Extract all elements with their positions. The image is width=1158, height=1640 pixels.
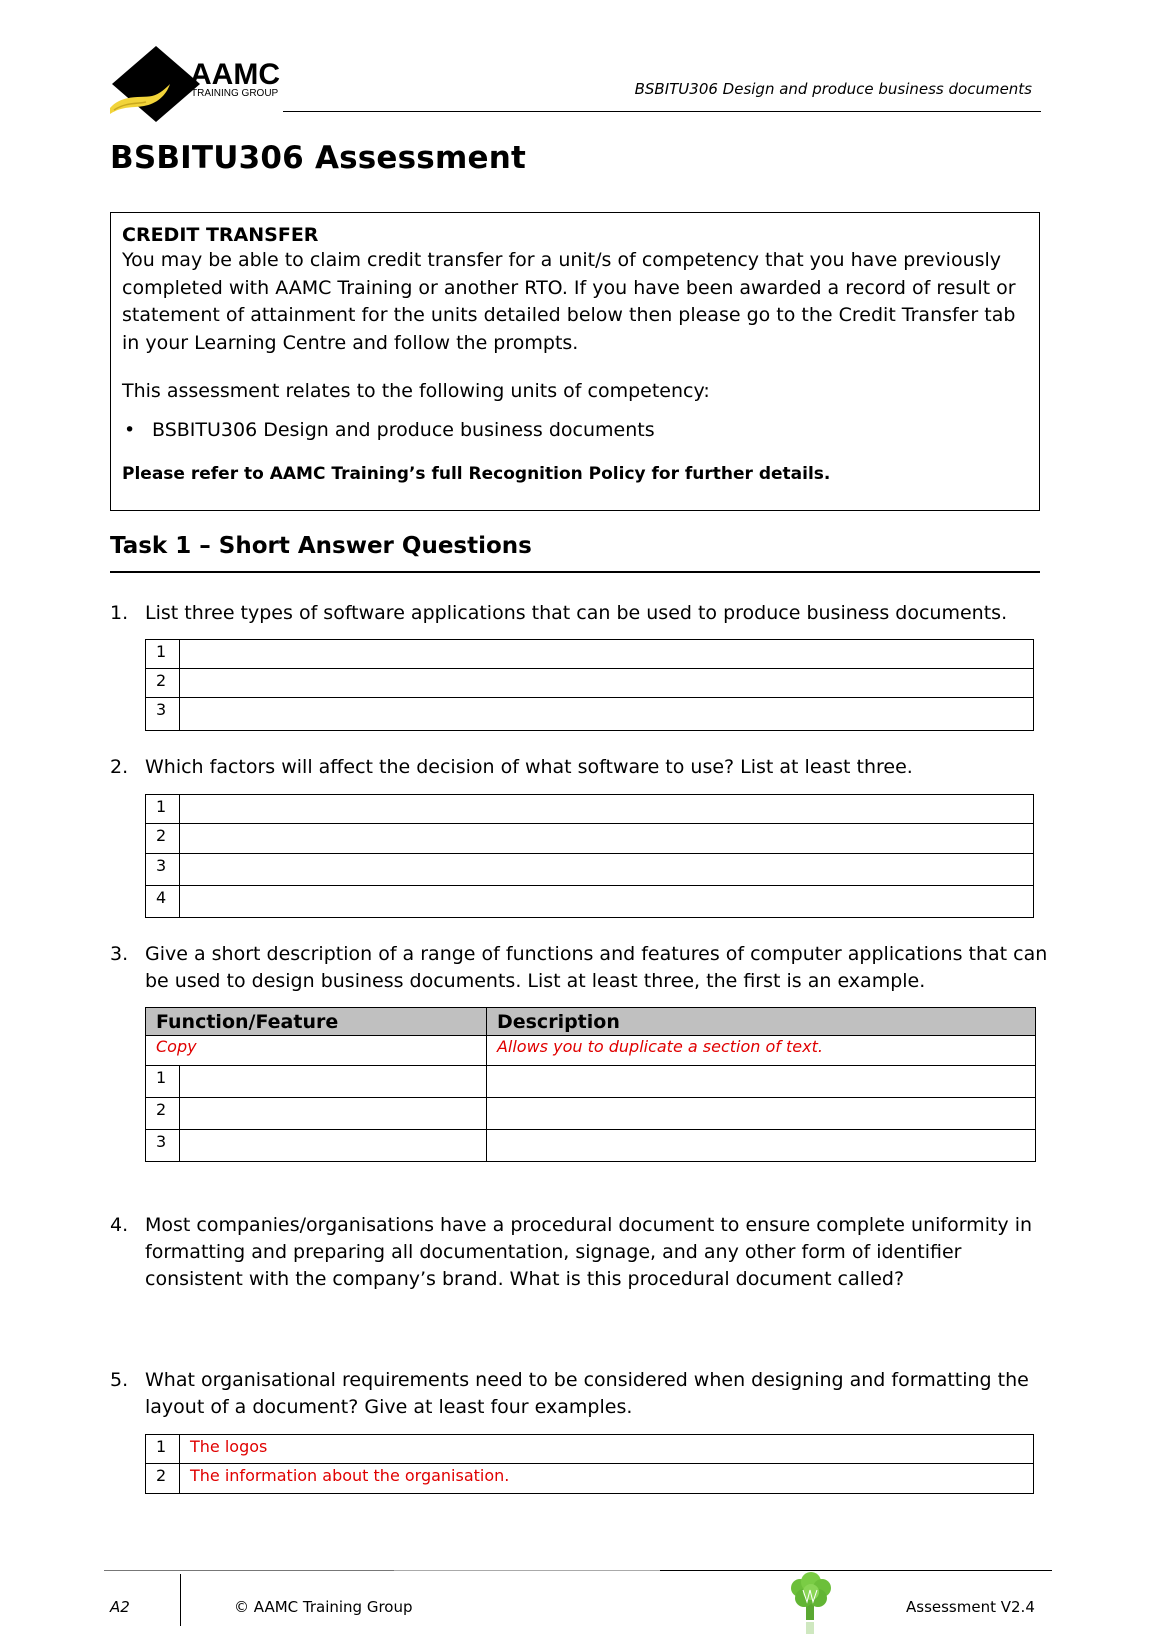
table-row (146, 886, 1034, 918)
table-header-row (146, 1008, 1036, 1036)
row-number: 1 (146, 640, 180, 669)
header-divider (283, 111, 1041, 112)
example-row (146, 1036, 1036, 1066)
table-row (146, 1066, 1036, 1098)
question-5 (110, 1367, 1050, 1421)
answer-cell[interactable] (180, 640, 1034, 669)
row-number: 3 (146, 698, 180, 731)
credit-transfer-box (110, 212, 1040, 511)
description-cell[interactable] (486, 1066, 1035, 1098)
description-cell[interactable] (486, 1130, 1035, 1162)
bullet-icon: • (124, 419, 136, 441)
credit-transfer-body: You may be able to claim credit transfer for a unit/s of competency that you have previously completed with AAMC Training or another RTO. If you have been awarded a record of result or statement of attainment for the units detailed below then please go to the Credit Transfer tab in your Learning Centre and follow the prompts. (122, 249, 1016, 354)
logo-wordmark: AAMC (190, 58, 280, 91)
function-feature-table (145, 1007, 1036, 1162)
logo-subtitle: TRAINING GROUP (191, 88, 279, 99)
row-number: 2 (146, 669, 180, 698)
row-number: 4 (146, 886, 180, 918)
row-number: 1 (146, 1435, 180, 1464)
table-row (146, 1464, 1034, 1494)
answer-cell[interactable]: The information about the organisation. (180, 1464, 1034, 1494)
table-row (146, 824, 1034, 854)
answer-table-q2 (145, 794, 1034, 918)
question-4 (110, 1212, 1050, 1293)
answer-cell[interactable] (180, 886, 1034, 918)
question-number: 1. (110, 602, 129, 624)
question-text: Which factors will affect the decision of what software to use? List at least three. (145, 756, 913, 778)
question-number: 5. (110, 1369, 129, 1391)
document-version: Assessment V2.4 (906, 1598, 1035, 1616)
question-1 (110, 600, 1050, 627)
page-title: BSBITU306 Assessment (110, 140, 526, 176)
table-row (146, 854, 1034, 886)
row-number: 2 (146, 1464, 180, 1494)
question-text: What organisational requirements need to be considered when designing and formatting the layout of a document? Give at least four examples. (145, 1369, 1029, 1418)
row-number: 2 (146, 1098, 180, 1130)
row-number: 1 (146, 1066, 180, 1098)
table-row (146, 1435, 1034, 1464)
answer-cell[interactable]: The logos (180, 1435, 1034, 1464)
page-number: A2 (110, 1598, 130, 1616)
table-row (146, 1098, 1036, 1130)
units-intro: This assessment relates to the following units of competency: (122, 380, 710, 402)
footer-divider (660, 1570, 1052, 1571)
answer-cell[interactable] (180, 824, 1034, 854)
table-row (146, 1130, 1036, 1162)
column-header-function-feature: Function/Feature (146, 1008, 487, 1036)
aamc-logo (108, 44, 298, 124)
answer-table-q5 (145, 1434, 1034, 1494)
recognition-policy-note: Please refer to AAMC Training’s full Recognition Policy for further details. (122, 464, 831, 484)
table-row (146, 640, 1034, 669)
example-description: Allows you to duplicate a section of text. (486, 1036, 1035, 1066)
unit-list-item (122, 417, 1028, 444)
footer-vertical-divider (180, 1574, 181, 1626)
task-title: Task 1 – Short Answer Questions (110, 533, 532, 559)
question-number: 3. (110, 943, 129, 965)
row-number: 2 (146, 824, 180, 854)
answer-cell[interactable] (180, 698, 1034, 731)
footer-divider (394, 1570, 660, 1571)
answer-cell[interactable] (180, 795, 1034, 824)
credit-transfer-heading: CREDIT TRANSFER (122, 224, 319, 246)
row-number: 3 (146, 1130, 180, 1162)
question-text: Give a short description of a range of functions and features of computer applications that can be used to design business documents. List at least three, the first is an example. (145, 943, 1048, 992)
task-divider (110, 571, 1040, 573)
question-2 (110, 754, 1050, 781)
unit-name: BSBITU306 Design and produce business documents (152, 419, 655, 441)
description-cell[interactable] (486, 1098, 1035, 1130)
question-text: List three types of software applications that can be used to produce business documents. (145, 602, 1008, 624)
question-3 (110, 941, 1050, 995)
table-row (146, 669, 1034, 698)
footer-divider (104, 1570, 394, 1571)
copyright: © AAMC Training Group (234, 1598, 413, 1616)
answer-cell[interactable] (180, 669, 1034, 698)
example-feature: Copy (146, 1036, 487, 1066)
table-row (146, 795, 1034, 824)
row-number: 3 (146, 854, 180, 886)
aamc-logo-icon (108, 44, 298, 124)
feature-cell[interactable] (180, 1066, 487, 1098)
tree-logo-icon (786, 1572, 836, 1636)
question-text: Most companies/organisations have a procedural document to ensure complete uniformity in formatting and preparing all documentation, signage, and any other form of identifier consistent with the company’s brand. What is this procedural document called? (145, 1214, 1033, 1290)
column-header-description: Description (486, 1008, 1035, 1036)
answer-table-q1 (145, 639, 1034, 731)
running-header-title: BSBITU306 Design and produce business documents (634, 80, 1032, 98)
table-row (146, 698, 1034, 731)
question-number: 2. (110, 756, 129, 778)
feature-cell[interactable] (180, 1098, 487, 1130)
feature-cell[interactable] (180, 1130, 487, 1162)
question-number: 4. (110, 1214, 129, 1236)
answer-cell[interactable] (180, 854, 1034, 886)
row-number: 1 (146, 795, 180, 824)
